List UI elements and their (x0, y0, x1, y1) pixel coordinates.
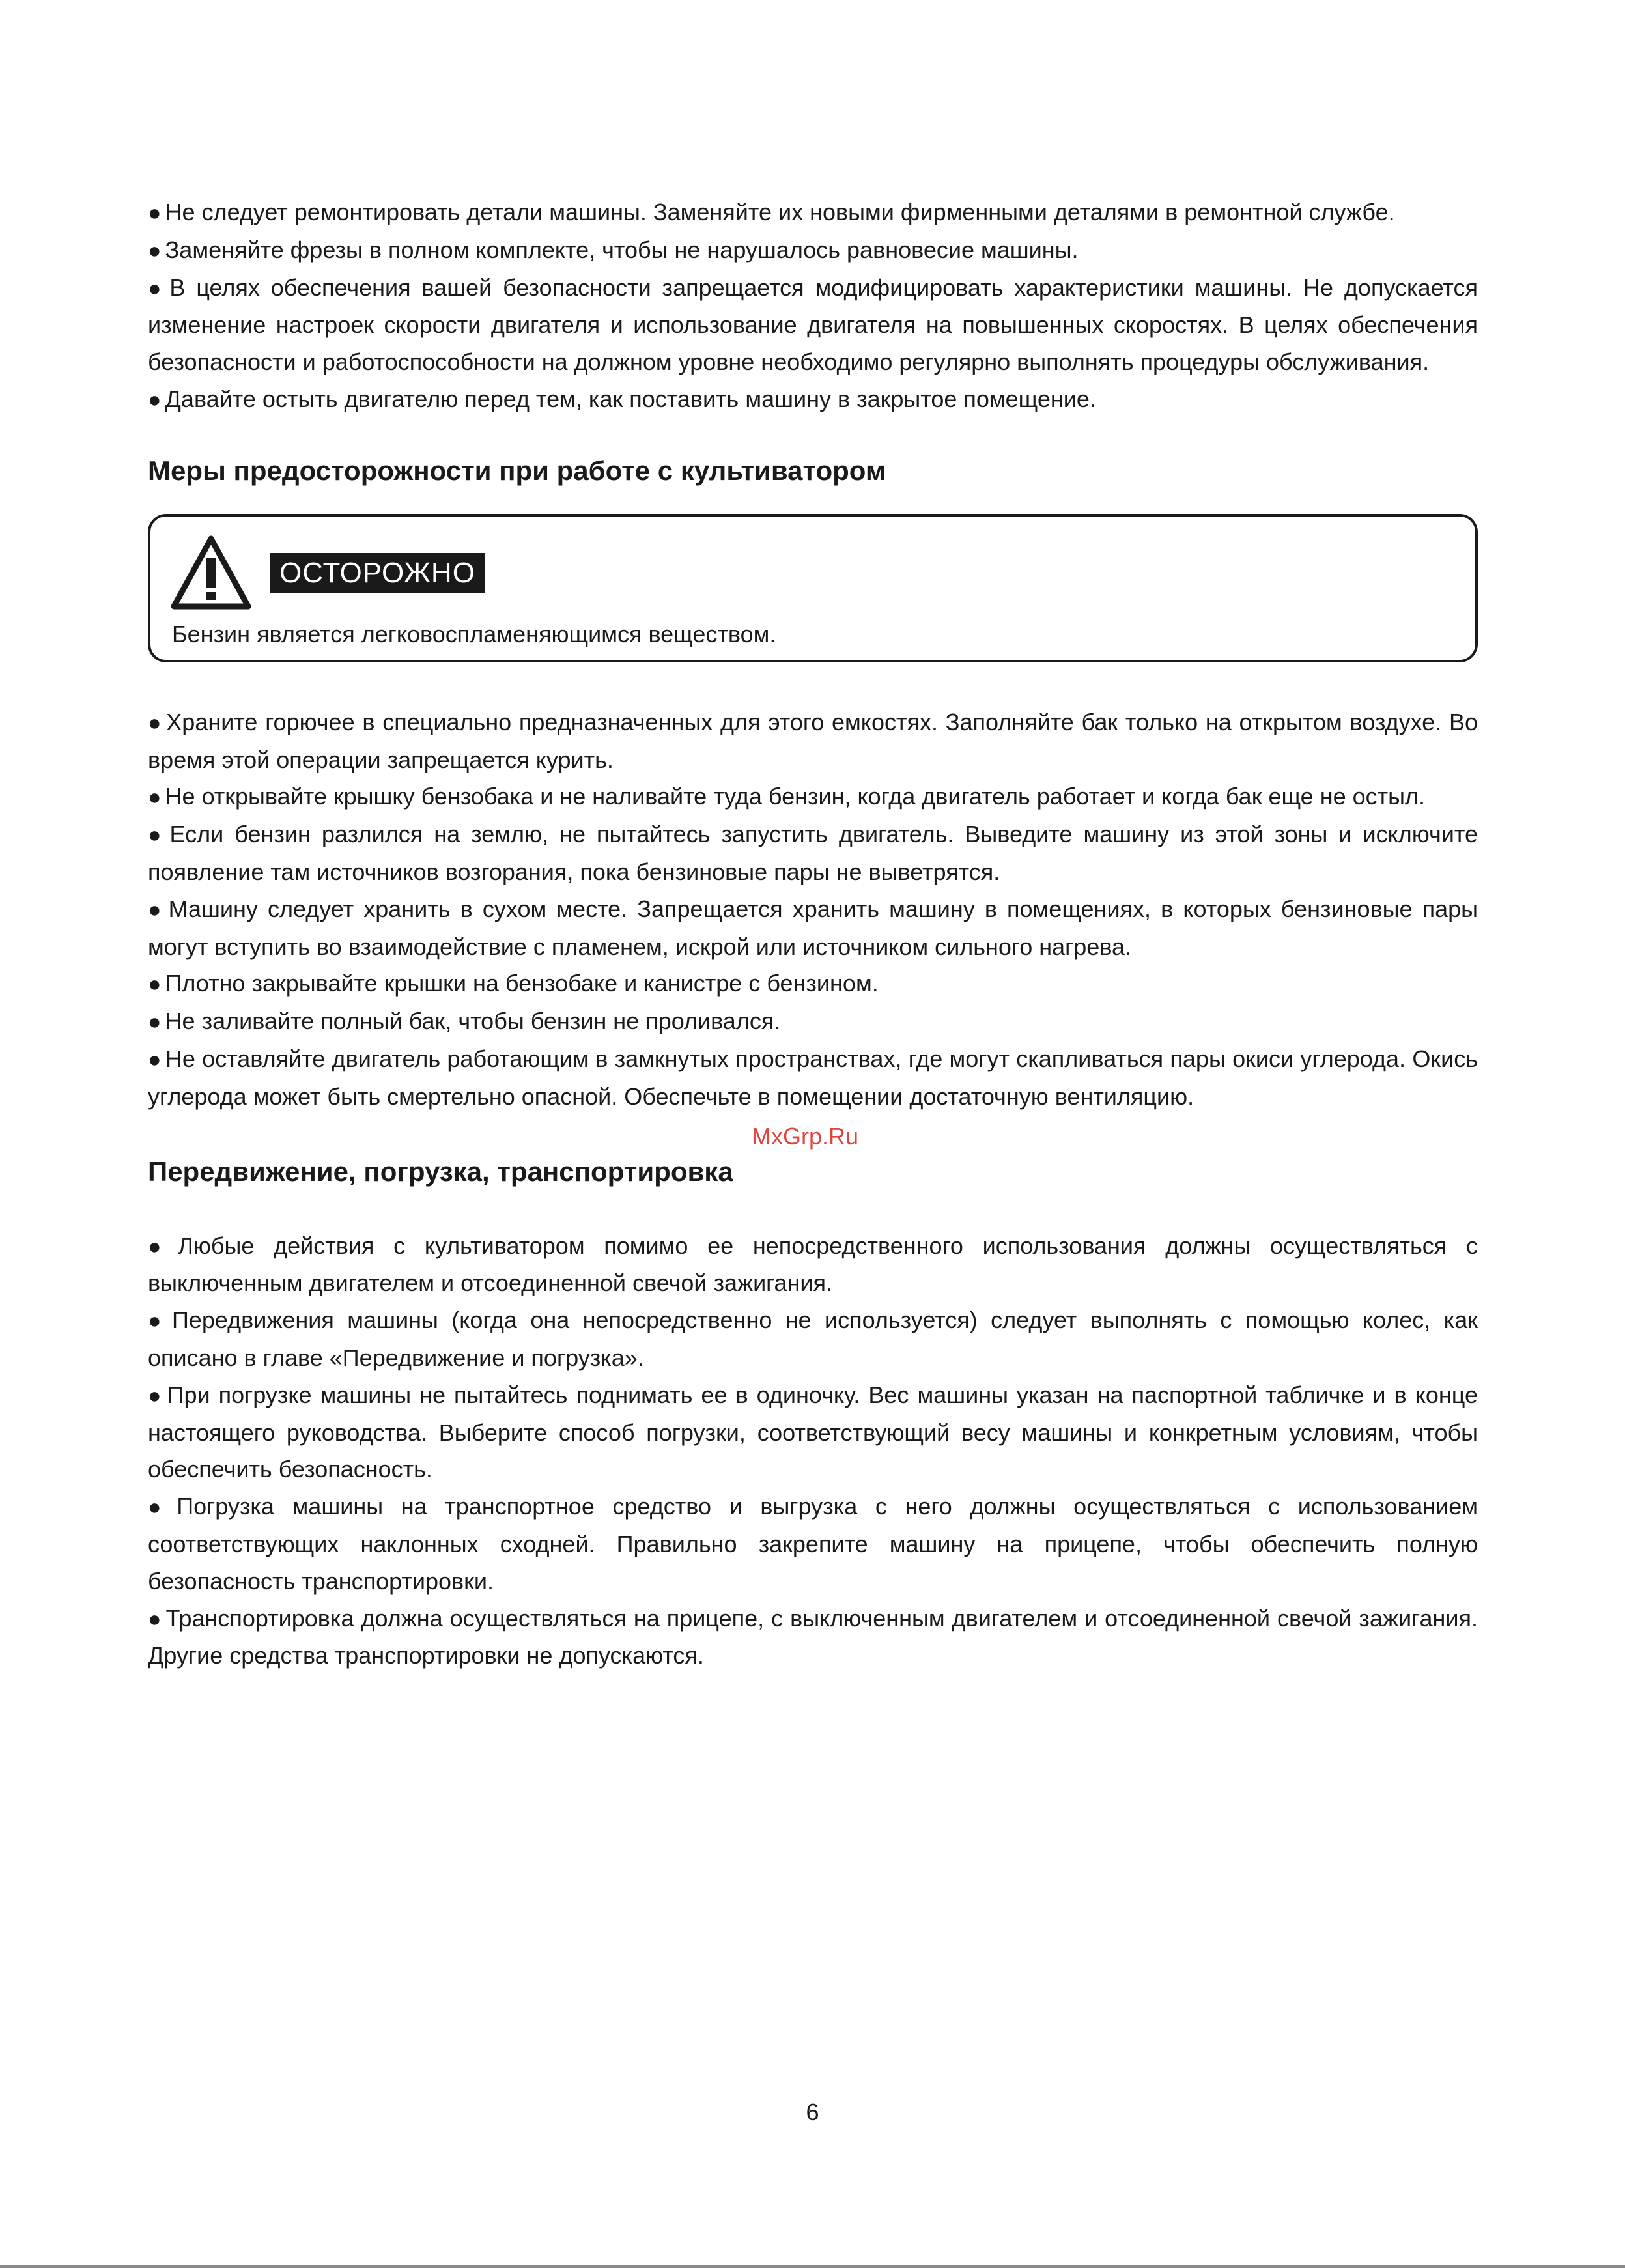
bullet-icon: ● (148, 387, 162, 412)
list-item: ● Не оставляйте двигатель работающим в замкнутых пространствах, где могут скапливаться пары окиси углерода. Окись углерода может быть смертельно опасной. Обеспечьте в помещении достаточную вентиляцию. (148, 1045, 1478, 1110)
section-heading: Передвижение, погрузка, транспортировка (148, 1155, 733, 1187)
bullet-icon: ● (148, 1047, 162, 1072)
list-item: ● Транспортировка должна осуществляться на прицепе, с выключенным двигателем и отсоединенной свечой зажигания. Другие средства транспортировки не допускаются. (148, 1604, 1478, 1669)
bullet-icon: ● (148, 972, 162, 997)
list-item: ● В целях обеспечения вашей безопасности запрещается модифицировать характеристики машины. Не допускается изменение настроек скорости двигателя и использование двигателя на повышенных скоростях. В целях обеспечения безопасности и работоспособности на должном уровне необходимо регулярно выполнять процедуры обслуживания. (148, 274, 1478, 376)
bullet-icon: ● (148, 710, 163, 735)
warning-label: ОСТОРОЖНО (270, 553, 485, 593)
list-item: ● Передвижения машины (когда она непосредственно не используется) следует выполнять с помощью колес, как описано в главе «Передвижение и погрузка». (148, 1307, 1478, 1371)
bullet-icon: ● (148, 1234, 175, 1259)
bullet-icon: ● (148, 276, 166, 301)
bullet-icon: ● (148, 238, 162, 263)
bullet-icon: ● (148, 823, 166, 848)
bullet-icon: ● (148, 785, 162, 810)
list-item: ● Машину следует хранить в сухом месте. Запрещается хранить машину в помещениях, в которых бензиновые пары могут вступить во взаимодействие с пламенем, искрой или источником сильного нагрева. (148, 895, 1478, 960)
section1-list (148, 704, 1478, 1116)
bullet-icon: ● (148, 1383, 163, 1408)
list-item: ● Не следует ремонтировать детали машины. Заменяйте их новыми фирменными деталями в ремонтной службе. (148, 199, 1395, 225)
page-number: 6 (806, 2099, 819, 2125)
bullet-icon: ● (148, 1495, 173, 1520)
bullet-icon: ● (148, 897, 165, 922)
warning-triangle-icon (170, 535, 252, 612)
bullet-icon: ● (148, 201, 162, 225)
section2-list (148, 1228, 1478, 1675)
list-item: ● Храните горючее в специально предназначенных для этого емкостях. Заполняйте бак только на открытом воздухе. Во время этой операции запрещается курить. (148, 708, 1478, 773)
list-item: ● Давайте остыть двигателю перед тем, как поставить машину в закрытое помещение. (148, 385, 1096, 412)
list-item: ● Погрузка машины на транспортное средство и выгрузка с него должны осуществляться с использованием соответствующих наклонных сходней. Правильно закрепите машину на прицепе, чтобы обеспечить полную безопасность транспортировки. (148, 1493, 1478, 1595)
list-item: ● Плотно закрывайте крышки на бензобаке и канистре с бензином. (148, 970, 879, 997)
bullet-icon: ● (148, 1309, 168, 1334)
watermark: MxGrp.Ru (752, 1123, 859, 1150)
bottom-divider (0, 2265, 1625, 2268)
bullet-icon: ● (148, 1606, 162, 1632)
intro-list (148, 194, 1478, 419)
section-heading: Меры предосторожности при работе с культиватором (148, 455, 886, 486)
page-content (148, 194, 1478, 1675)
list-item: ● При погрузке машины не пытайтесь поднимать ее в одиночку. Вес машины указан на паспортной табличке и в конце настоящего руководства. Выберите способ погрузки, соответствующий весу машины и конкретным условиям, чтобы обеспечить безопасность. (148, 1381, 1478, 1483)
list-item: ● Если бензин разлился на землю, не пытайтесь запустить двигатель. Выведите машину из этой зоны и исключите появление там источников возгорания, пока бензиновые пары не выветрятся. (148, 821, 1478, 885)
list-item: ● Не заливайте полный бак, чтобы бензин не проливался. (148, 1008, 781, 1035)
bullet-icon: ● (148, 1010, 162, 1035)
warning-text: Бензин является легковоспламеняющимся веществом. (172, 620, 776, 647)
list-item: ● Любые действия с культиватором помимо ее непосредственного использования должны осуществляться с выключенным двигателем и отсоединенной свечой зажигания. (148, 1232, 1478, 1297)
warning-box (148, 514, 1478, 662)
list-item: ● Не открывайте крышку бензобака и не наливайте туда бензин, когда двигатель работает и когда бак еще не остыл. (148, 783, 1426, 810)
list-item: ● Заменяйте фрезы в полном комплекте, чтобы не нарушалось равновесие машины. (148, 236, 1079, 263)
